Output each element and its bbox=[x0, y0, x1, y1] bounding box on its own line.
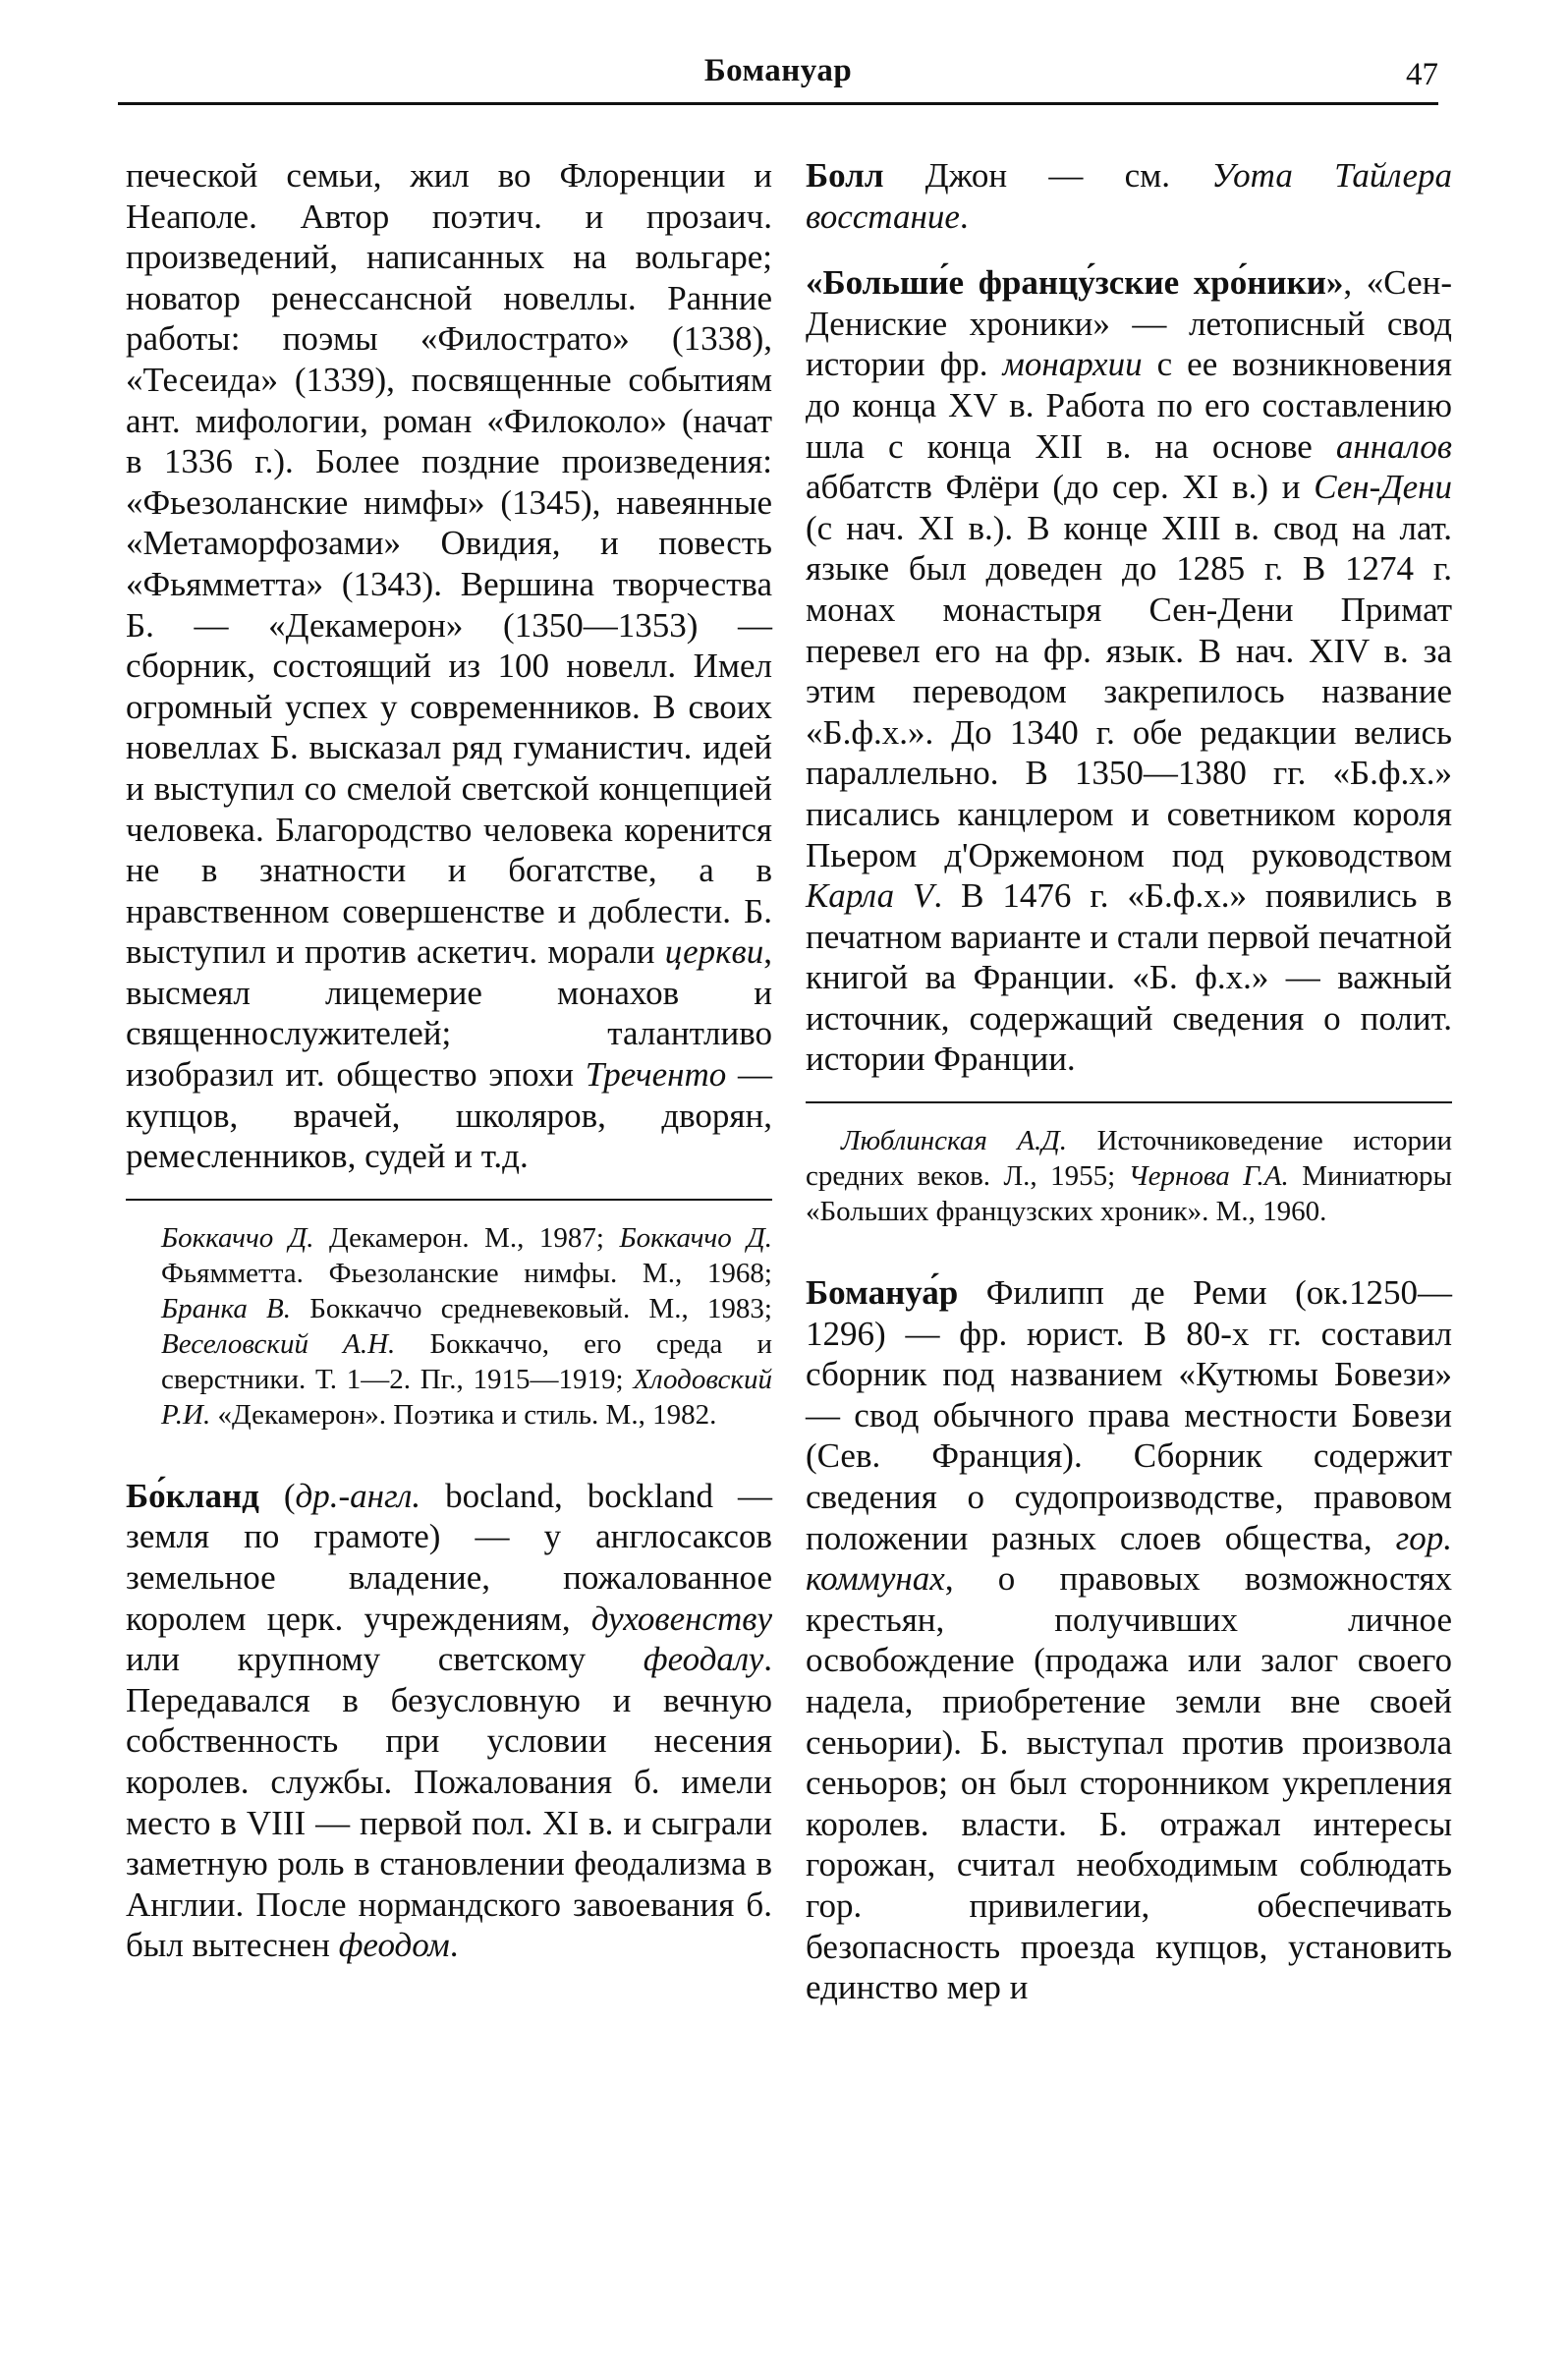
right-column bbox=[806, 155, 1452, 2024]
headword-beaumanoir: Бомануа́р bbox=[806, 1273, 959, 1313]
link-clergy[interactable]: духовенству bbox=[590, 1599, 772, 1638]
link-feud[interactable]: феодом bbox=[338, 1926, 450, 1965]
entry-boccaccio-continued: печеской семьи, жил во Флоренции и Неаполе. Автор поэтич. и прозаич. произведений, написанных на вольгаре; новатор ренессансной новеллы. Ранние работы: поэмы «Филострато» (1338), «Тесеида» (1339), посвященные событиям ант. мифологии, роман «Филоколо» (начат в 1336 г.). Более поздние произведения: «Фьезоланские нимфы» (1345), навеянные «Метаморфозами» Овидия, и повесть «Фьямметта» (1343). Вершина творчества Б. — «Декамерон» (1350—1353) — сборник, состоящий из 100 новелл. Имел огромный успех у современников. В своих новеллах Б. высказал ряд гуманистич. идей и выступил со смелой светской концепцией человека. Благородство человека коренится не в знатности и богатстве, а в нравственном совершенстве и доблести. Б. выступил и против аскетич. морали церкви, высмеял лицемерие монахов и священнослужителей; талантливо изобразил ит. общество эпохи Треченто — купцов, врачей, школяров, дворян, ремесленников, судей и т.д. bbox=[126, 156, 772, 1176]
headword-boll: Болл bbox=[806, 156, 884, 195]
page-header bbox=[118, 45, 1438, 104]
link-saint-denis[interactable]: Сен-Дени bbox=[1314, 468, 1452, 507]
headword-chronicles: «Больши́е францу́зские хро́ники» bbox=[806, 263, 1344, 303]
entry-boll: Болл Джон — см. Уота Тайлера восстание. bbox=[806, 156, 1452, 236]
link-trecento[interactable]: Треченто bbox=[585, 1055, 727, 1095]
header-rule bbox=[118, 102, 1438, 105]
left-column bbox=[126, 155, 772, 1982]
running-head: Бомануар bbox=[703, 53, 853, 88]
references-boccaccio: Боккаччо Д. Декамерон. М., 1987; Боккаччо Д. Фьямметта. Фьезоланские нимфы. М., 1968; Бранка В. Боккаччо средневековый. М., 1983; Веселовский А.Н. Боккаччо, его среда и сверстники. Т. 1—2. Пг., 1915—1919; Хлодовский Р.И. «Декамерон». Поэтика и стиль. М., 1982. bbox=[161, 1221, 772, 1431]
link-wat-tyler[interactable]: Уота Тайлера восстание bbox=[806, 156, 1452, 236]
entry-bookland: Бо́кланд (др.-англ. bocland, bockland — земля по грамоте) — у англосаксов земельное владение, пожалованное королем церк. учреждениям, духовенству или крупному светскому феодалу. Передавался в безусловную и вечную собственность при условии несения королев. службы. Пожалования б. имели место в VIII — первой пол. XI в. и сыграли заметную роль в становлении феодализма в Англии. После нормандского завоевания б. был вытеснен феодом. bbox=[126, 1476, 772, 1965]
entry-grandes-chroniques: «Больши́е францу́зские хро́ники», «Сен-Дениские хроники» — летописный свод истории фр. монархии с ее возникновения до конца XV в. Работа по его составлению шла с конца XII в. на основе анналов аббатств Флёри (до сер. XI в.) и Сен-Дени (с нач. XI в.). В конце XIII в. свод на лат. языке был доведен до 1285 г. В 1274 г. монах монастыря Сен-Дени Примат перевел его на фр. язык. В нач. XIV в. за этим переводом закрепилось название «Б.ф.х.». До 1340 г. обе редакции велись параллельно. В 1350—1380 гг. «Б.ф.х.» писались канцлером и советником короля Пьером д'Оржемоном под руководством Карла V. В 1476 г. «Б.ф.х.» появились в печатном варианте и стали первой печатной книгой ва Франции. «Б. ф.х.» — важный источник, содержащий сведения о полит. истории Франции. bbox=[806, 263, 1452, 1079]
link-church[interactable]: церкви bbox=[664, 932, 764, 972]
link-feudal-lord[interactable]: феодалу bbox=[643, 1640, 764, 1679]
section-divider bbox=[126, 1199, 772, 1201]
headword-bookland: Бо́кланд bbox=[126, 1476, 259, 1515]
references-chronicles: Люблинская А.Д. Источниковедение истории средних веков. Л., 1955; Чернова Г.А. Миниатюры «Больших французских хроник». М., 1960. bbox=[806, 1125, 1452, 1228]
entry-beaumanoir: Бомануа́р Филипп де Реми (ок.1250—1296) — фр. юрист. В 80-х гг. составил сборник под названием «Кутюмы Бовези» — свод обычного права местности Бовези (Сев. Франция). Сборник содержит сведения о судопроизводстве, правовом положении разных слоев общества, гор. коммунах, о правовых возможностях крестьян, получивших личное освобождение (продажа или залог своего надела, приобретение земли вне своей сеньории). Б. выступал против произвола сеньоров; он был сторонником укрепления королев. власти. Б. отражал интересы горожан, считал необходимым соблюдать гор. привилегии, обеспечивать безопасность проезда купцов, установить единство мер и bbox=[806, 1273, 1452, 2007]
link-monarchy[interactable]: монархии bbox=[1002, 345, 1143, 384]
link-charles-v[interactable]: Карла V bbox=[806, 876, 934, 916]
page-number: 47 bbox=[1406, 57, 1438, 92]
section-divider bbox=[806, 1101, 1452, 1103]
link-annals[interactable]: анналов bbox=[1335, 426, 1452, 466]
link-communes[interactable]: гор. коммунах bbox=[806, 1518, 1452, 1599]
